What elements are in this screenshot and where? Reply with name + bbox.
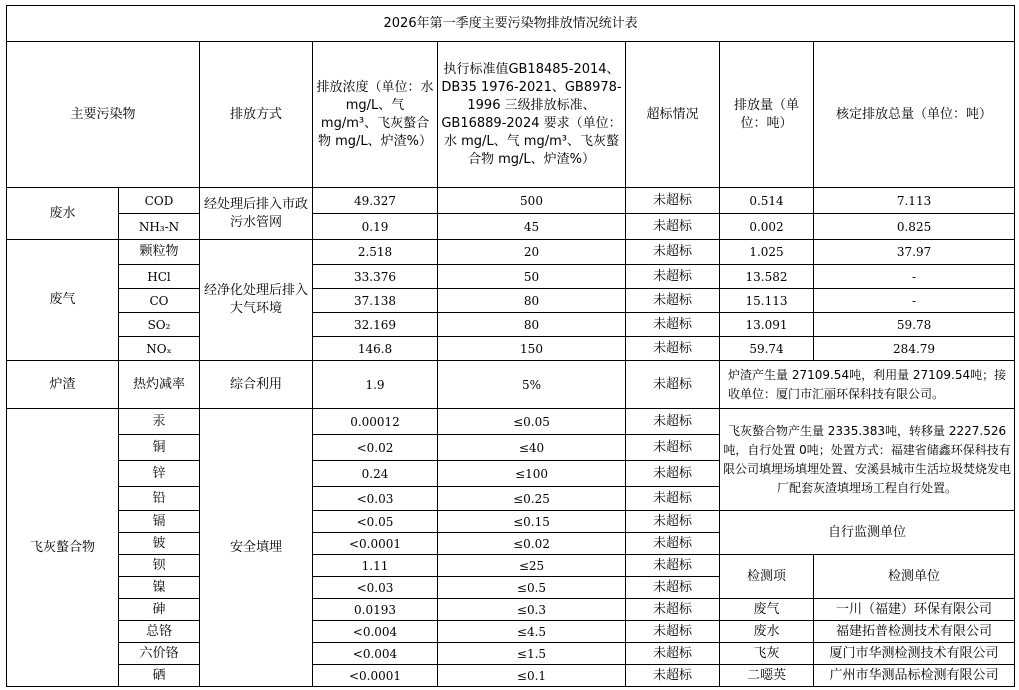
monitoring-unit-wastewater: 福建拓普检测技术有限公司 xyxy=(814,621,1015,643)
monitoring-item-fly-ash: 飞灰 xyxy=(720,643,814,665)
item-cr6: 六价铬 xyxy=(119,643,200,665)
std-total-cr: ≤4.5 xyxy=(438,621,626,643)
exceed-as: 未超标 xyxy=(626,599,720,621)
conc-pb: <0.03 xyxy=(313,487,438,511)
category-slag: 炉渣 xyxy=(7,361,119,409)
std-co: 80 xyxy=(438,289,626,313)
exceed-cod: 未超标 xyxy=(626,188,720,214)
item-cod: COD xyxy=(119,188,200,214)
method-fly-ash: 安全填埋 xyxy=(200,409,313,687)
amount-nox: 59.74 xyxy=(720,337,814,361)
item-ba: 钡 xyxy=(119,555,200,577)
approved-co: - xyxy=(814,289,1015,313)
conc-se: <0.0001 xyxy=(313,665,438,687)
conc-be: <0.0001 xyxy=(313,533,438,555)
conc-particulate: 2.518 xyxy=(313,240,438,265)
exceed-cd: 未超标 xyxy=(626,511,720,533)
conc-ni: <0.03 xyxy=(313,577,438,599)
std-cd: ≤0.15 xyxy=(438,511,626,533)
std-be: ≤0.02 xyxy=(438,533,626,555)
exceed-particulate: 未超标 xyxy=(626,240,720,265)
item-ni: 镍 xyxy=(119,577,200,599)
header-exceed: 超标情况 xyxy=(626,42,720,188)
item-so2: SO₂ xyxy=(119,313,200,337)
std-hcl: 50 xyxy=(438,265,626,289)
exceed-se: 未超标 xyxy=(626,665,720,687)
approved-nh3n: 0.825 xyxy=(814,214,1015,240)
monitoring-col-item: 检测项 xyxy=(720,555,814,599)
item-co: CO xyxy=(119,289,200,313)
conc-ba: 1.11 xyxy=(313,555,438,577)
std-particulate: 20 xyxy=(438,240,626,265)
conc-nh3n: 0.19 xyxy=(313,214,438,240)
std-nh3n: 45 xyxy=(438,214,626,240)
item-total-cr: 总铬 xyxy=(119,621,200,643)
conc-hcl: 33.376 xyxy=(313,265,438,289)
std-ni: ≤0.5 xyxy=(438,577,626,599)
amount-co: 15.113 xyxy=(720,289,814,313)
monitoring-item-exhaust: 废气 xyxy=(720,599,814,621)
slag-note: 炉渣产生量 27109.54吨，利用量 27109.54吨；接收单位：厦门市汇丽环保科技有限公司。 xyxy=(720,361,1015,409)
std-as: ≤0.3 xyxy=(438,599,626,621)
monitoring-item-wastewater: 废水 xyxy=(720,621,814,643)
amount-nh3n: 0.002 xyxy=(720,214,814,240)
conc-hg: 0.00012 xyxy=(313,409,438,435)
monitoring-title: 自行监测单位 xyxy=(720,511,1015,555)
exceed-cr6: 未超标 xyxy=(626,643,720,665)
header-approved: 核定排放总量（单位：吨） xyxy=(814,42,1015,188)
item-nh3n: NH₃-N xyxy=(119,214,200,240)
item-nox: NOₓ xyxy=(119,337,200,361)
exceed-hcl: 未超标 xyxy=(626,265,720,289)
std-cod: 500 xyxy=(438,188,626,214)
conc-cd: <0.05 xyxy=(313,511,438,533)
exceed-pb: 未超标 xyxy=(626,487,720,511)
item-zn: 锌 xyxy=(119,461,200,487)
item-hg: 汞 xyxy=(119,409,200,435)
header-amount: 排放量（单位：吨） xyxy=(720,42,814,188)
exceed-ni: 未超标 xyxy=(626,577,720,599)
exceed-be: 未超标 xyxy=(626,533,720,555)
header-concentration: 排放浓度（单位：水 mg/L、气 mg/m³、飞灰螯合物 mg/L、炉渣%） xyxy=(313,42,438,188)
header-standard: 执行标准值GB18485-2014、DB35 1976-2021、GB8978-1996 三级排放标准、GB16889-2024 要求（单位：水 mg/L、气 mg/m³、飞灰螯合物 mg/L、炉渣%） xyxy=(438,42,626,188)
monitoring-unit-exhaust: 一川（福建）环保有限公司 xyxy=(814,599,1015,621)
item-be: 铍 xyxy=(119,533,200,555)
header-pollutant: 主要污染物 xyxy=(7,42,200,188)
exceed-total-cr: 未超标 xyxy=(626,621,720,643)
item-particulate: 颗粒物 xyxy=(119,240,200,265)
approved-nox: 284.79 xyxy=(814,337,1015,361)
exceed-nox: 未超标 xyxy=(626,337,720,361)
exceed-nh3n: 未超标 xyxy=(626,214,720,240)
approved-so2: 59.78 xyxy=(814,313,1015,337)
amount-cod: 0.514 xyxy=(720,188,814,214)
exceed-hg: 未超标 xyxy=(626,409,720,435)
amount-so2: 13.091 xyxy=(720,313,814,337)
item-cd: 镉 xyxy=(119,511,200,533)
item-ignition-loss: 热灼减率 xyxy=(119,361,200,409)
emission-statistics-table xyxy=(6,5,1015,687)
fly-ash-note: 飞灰螯合物产生量 2335.383吨，转移量 2227.526吨，自行处置 0吨；处置方式：福建省储鑫环保科技有限公司填埋场填埋处置、安溪县城市生活垃圾焚烧发电厂配套灰渣填埋场工程自行处置。 xyxy=(720,409,1015,511)
std-cu: ≤40 xyxy=(438,435,626,461)
amount-hcl: 13.582 xyxy=(720,265,814,289)
item-pb: 铅 xyxy=(119,487,200,511)
category-exhaust: 废气 xyxy=(7,240,119,361)
item-se: 硒 xyxy=(119,665,200,687)
std-pb: ≤0.25 xyxy=(438,487,626,511)
std-so2: 80 xyxy=(438,313,626,337)
monitoring-col-unit: 检测单位 xyxy=(814,555,1015,599)
method-slag: 综合利用 xyxy=(200,361,313,409)
conc-cr6: <0.004 xyxy=(313,643,438,665)
monitoring-unit-fly-ash: 厦门市华测检测技术有限公司 xyxy=(814,643,1015,665)
conc-total-cr: <0.004 xyxy=(313,621,438,643)
exceed-zn: 未超标 xyxy=(626,461,720,487)
monitoring-unit-dioxin: 广州市华测品标检测有限公司 xyxy=(814,665,1015,687)
conc-cu: <0.02 xyxy=(313,435,438,461)
conc-co: 37.138 xyxy=(313,289,438,313)
category-wastewater: 废水 xyxy=(7,188,119,240)
exceed-so2: 未超标 xyxy=(626,313,720,337)
exceed-co: 未超标 xyxy=(626,289,720,313)
std-nox: 150 xyxy=(438,337,626,361)
conc-as: 0.0193 xyxy=(313,599,438,621)
amount-particulate: 1.025 xyxy=(720,240,814,265)
header-method: 排放方式 xyxy=(200,42,313,188)
exceed-ba: 未超标 xyxy=(626,555,720,577)
category-fly-ash: 飞灰螯合物 xyxy=(7,409,119,687)
std-se: ≤0.1 xyxy=(438,665,626,687)
std-hg: ≤0.05 xyxy=(438,409,626,435)
exceed-cu: 未超标 xyxy=(626,435,720,461)
approved-particulate: 37.97 xyxy=(814,240,1015,265)
conc-cod: 49.327 xyxy=(313,188,438,214)
table-title: 2026年第一季度主要污染物排放情况统计表 xyxy=(7,6,1015,42)
std-zn: ≤100 xyxy=(438,461,626,487)
item-as: 砷 xyxy=(119,599,200,621)
conc-nox: 146.8 xyxy=(313,337,438,361)
std-slag: 5% xyxy=(438,361,626,409)
approved-hcl: - xyxy=(814,265,1015,289)
monitoring-item-dioxin: 二噁英 xyxy=(720,665,814,687)
exceed-slag: 未超标 xyxy=(626,361,720,409)
conc-slag: 1.9 xyxy=(313,361,438,409)
method-exhaust: 经净化处理后排入大气环境 xyxy=(200,240,313,361)
approved-cod: 7.113 xyxy=(814,188,1015,214)
std-cr6: ≤1.5 xyxy=(438,643,626,665)
conc-so2: 32.169 xyxy=(313,313,438,337)
item-cu: 铜 xyxy=(119,435,200,461)
method-wastewater: 经处理后排入市政污水管网 xyxy=(200,188,313,240)
std-ba: ≤25 xyxy=(438,555,626,577)
conc-zn: 0.24 xyxy=(313,461,438,487)
item-hcl: HCl xyxy=(119,265,200,289)
